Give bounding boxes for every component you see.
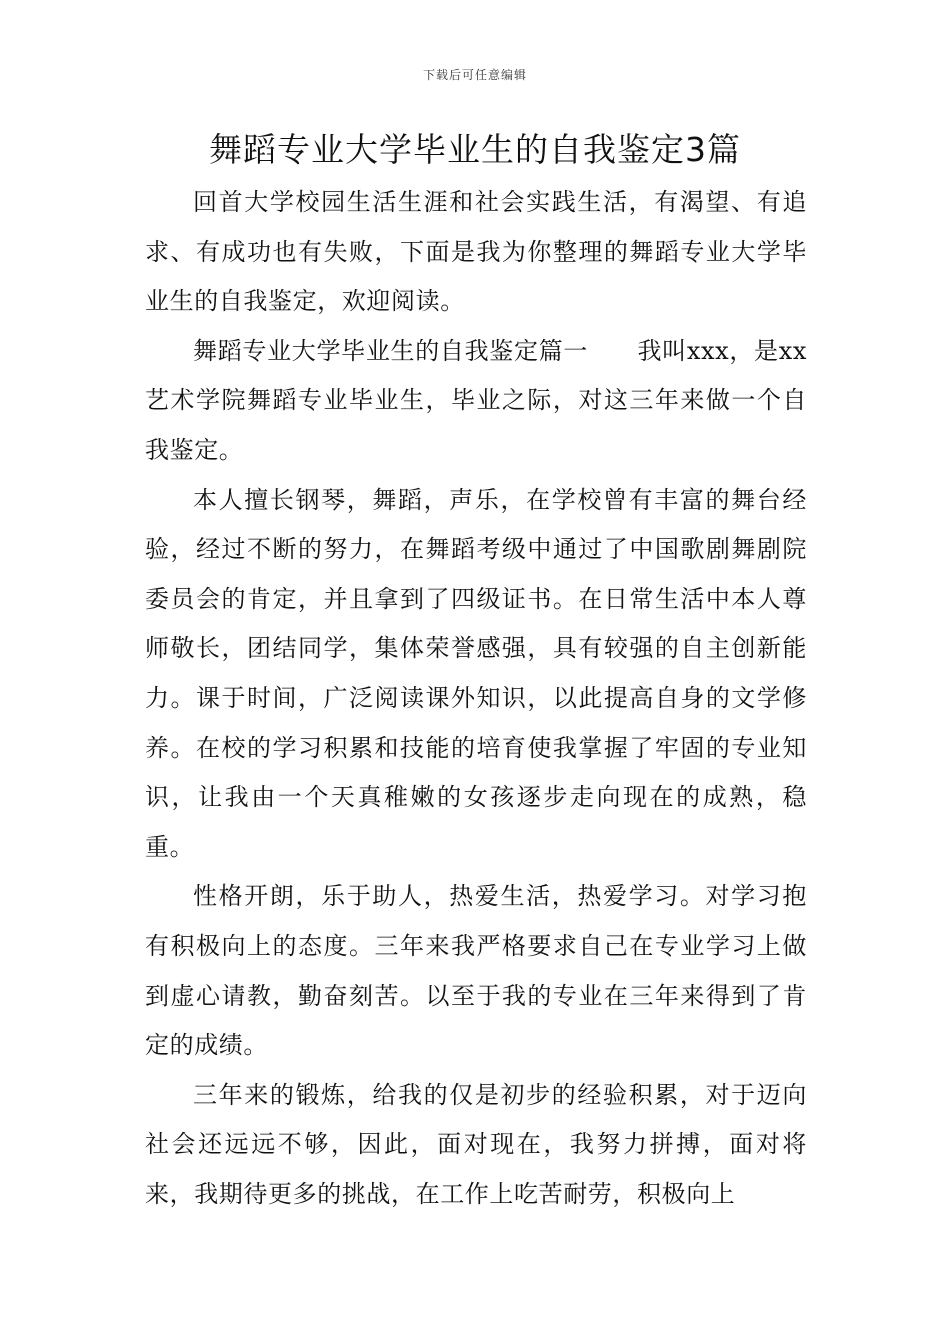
document-body [145,178,807,1219]
paragraph-intro: 回首大学校园生活生涯和社会实践生活，有渴望、有追求、有成功也有失败，下面是我为你整理的舞蹈专业大学毕业生的自我鉴定，欢迎阅读。 [145,188,807,316]
document-title: 舞蹈专业大学毕业生的自我鉴定3篇 [209,130,741,169]
paragraph-future: 三年来的锻炼，给我的仅是初步的经验积累，对于迈向社会还远远不够，因此，面对现在，我努力拼搏，面对将来，我期待更多的挑战，在工作上吃苦耐劳，积极向上 [145,1080,807,1208]
paragraph-section-one: 舞蹈专业大学毕业生的自我鉴定篇一 我叫xxx，是xx艺术学院舞蹈专业毕业生，毕业之际，对这三年来做一个自我鉴定。 [145,336,807,464]
header-note: 下载后可任意编辑 [422,68,527,82]
paragraph-skills: 本人擅长钢琴，舞蹈，声乐，在学校曾有丰富的舞台经验，经过不断的努力，在舞蹈考级中通过了中国歌剧舞剧院委员会的肯定，并且拿到了四级证书。在日常生活中本人尊师敬长，团结同学，集体荣誉感强，具有较强的自主创新能力。课于时间，广泛阅读课外知识，以此提高自身的文学修养。在校的学习积累和技能的培育使我掌握了牢固的专业知识，让我由一个天真稚嫩的女孩逐步走向现在的成熟，稳重。 [145,485,807,861]
paragraph-personality: 性格开朗，乐于助人，热爱生活，热爱学习。对学习抱有积极向上的态度。三年来我严格要求自己在专业学习上做到虚心请教，勤奋刻苦。以至于我的专业在三年来得到了肯定的成绩。 [145,882,807,1060]
